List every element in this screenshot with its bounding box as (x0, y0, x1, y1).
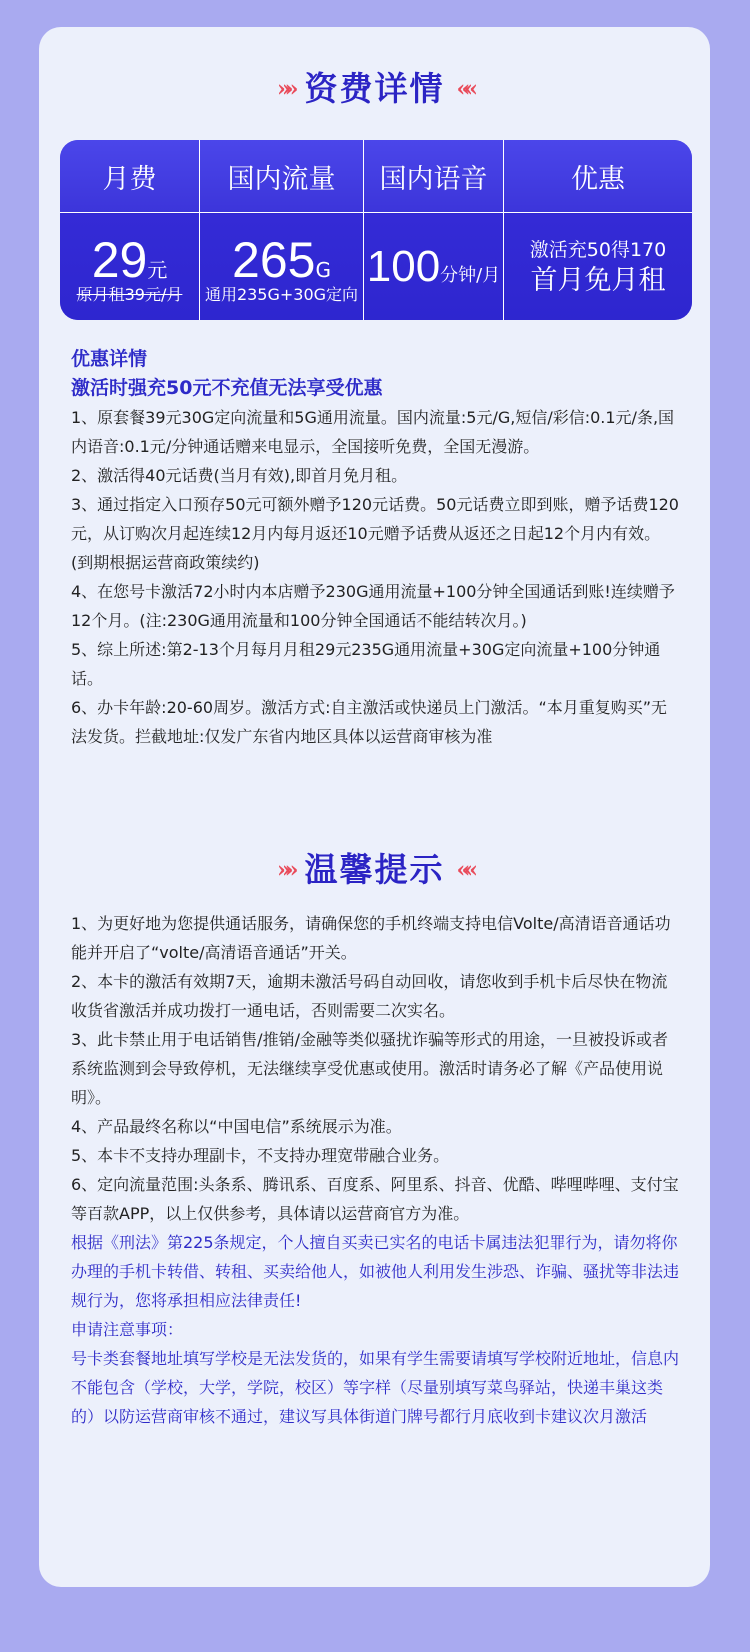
cell-monthly-fee (60, 213, 200, 320)
tips-block (71, 909, 681, 1431)
voice-unit: 分钟/月 (440, 264, 501, 286)
details-item: 2、激活得40元话费(当月有效),即首月免月租。 (71, 466, 408, 485)
plan-header-row (60, 140, 692, 213)
details-heading: 优惠详情 (71, 348, 148, 370)
tips-item: 2、本卡的激活有效期7天，逾期未激活号码自动回收，请您收到手机卡后尽快在物流收货省激活并成功拨打一通电话，否则需要二次实名。 (71, 972, 668, 1020)
data-note: 通用235G+30G定向 (204, 284, 359, 304)
original-fee: 原月租39元/月 (76, 284, 183, 304)
fee-value: 29 (91, 231, 148, 288)
plan-table (60, 140, 692, 320)
notice-body: 号卡类套餐地址填写学校是无法发货的，如果有学生需要请填写学校附近地址，信息内不能包含（学校，大学，学院，校区）等字样（尽量别填写菜鸟驿站，快递丰巢这类的）以防运营商审核不通过，建议写具体街道门牌号都行月底收到卡建议次月激活 (71, 1349, 680, 1426)
content-card (39, 27, 710, 1587)
cell-data (200, 213, 364, 320)
promo-line2: 首月免月租 (530, 264, 666, 296)
details-item: 6、办卡年龄:20-60周岁。激活方式:自主激活或快递员上门激活。“本月重复购买”无法发货。拦截地址:仅发广东省内地区具体以运营商审核为准 (71, 698, 668, 746)
legal-warning: 根据《刑法》第225条规定，个人擅自买卖已实名的电话卡属违法犯罪行为，请勿将你办理的手机卡转借、转租、买卖给他人，如被他人利用发生涉恐、诈骗、骚扰等非法违规行为，您将承担相应法律责任! (71, 1233, 680, 1310)
section-title-pricing (39, 63, 710, 110)
data-unit: G (315, 257, 331, 282)
header-domestic-data: 国内流量 (200, 140, 364, 213)
promo-line1: 激活充50得170 (529, 238, 667, 261)
cell-voice (364, 213, 504, 320)
tips-item: 4、产品最终名称以“中国电信”系统展示为准。 (71, 1117, 402, 1136)
details-item: 5、综上所述:第2-13个月每月月租29元235G通用流量+30G定向流量+100分钟通话。 (71, 640, 661, 688)
header-monthly-fee: 月费 (60, 140, 200, 213)
fee-unit: 元 (147, 257, 168, 282)
details-item: 3、通过指定入口预存50元可额外赠予120元话费。50元话费立即到账，赠予话费120元，从订购次月起连续12月内每月返还10元赠予话费从返还之日起12个月内有效。(到期根据运营商政策续约) (71, 495, 679, 572)
cell-promotion (504, 213, 693, 320)
details-item: 1、原套餐39元30G定向流量和5G通用流量。国内流量:5元/G,短信/彩信:0.1元/条,国内语音:0.1元/分钟通话赠来电显示，全国接听免费，全国无漫游。 (71, 408, 675, 456)
tips-item: 5、本卡不支持办理副卡，不支持办理宽带融合业务。 (71, 1146, 450, 1165)
header-promotion: 优惠 (504, 140, 693, 213)
plan-value-row (60, 213, 692, 320)
arrows-right-icon: «« (456, 76, 472, 102)
voice-value: 100 (366, 241, 441, 291)
notice-heading: 申请注意事项： (71, 1320, 184, 1339)
arrows-left-icon: »» (277, 857, 293, 883)
tips-item: 3、此卡禁止用于电话销售/推销/金融等类似骚扰诈骗等形式的用途，一旦被投诉或者系统监测到会导致停机，无法继续享受优惠或使用。激活时请务必了解《产品使用说明》。 (71, 1030, 668, 1107)
tips-title-text: 温馨提示 (304, 850, 445, 889)
section-title-tips (39, 844, 710, 891)
arrows-left-icon: »» (277, 76, 293, 102)
arrows-right-icon: «« (456, 857, 472, 883)
header-domestic-voice: 国内语音 (364, 140, 504, 213)
tips-item: 6、定向流量范围:头条系、腾讯系、百度系、阿里系、抖音、优酷、哔哩哔哩、支付宝等百款APP，以上仅供参考，具体请以运营商官方为准。 (71, 1175, 679, 1223)
tips-item: 1、为更好地为您提供通话服务，请确保您的手机终端支持电信Volte/高清语音通话功能并开启了“volte/高清语音通话”开关。 (71, 914, 671, 962)
data-value: 265 (232, 231, 316, 288)
details-item: 4、在您号卡激活72小时内本店赠予230G通用流量+100分钟全国通话到账!连续赠予12个月。(注:230G通用流量和100分钟全国通话不能结转次月。) (71, 582, 675, 630)
details-subheading: 激活时强充50元不充值无法享受优惠 (71, 377, 383, 399)
details-block (71, 345, 681, 751)
pricing-title-text: 资费详情 (304, 69, 445, 108)
